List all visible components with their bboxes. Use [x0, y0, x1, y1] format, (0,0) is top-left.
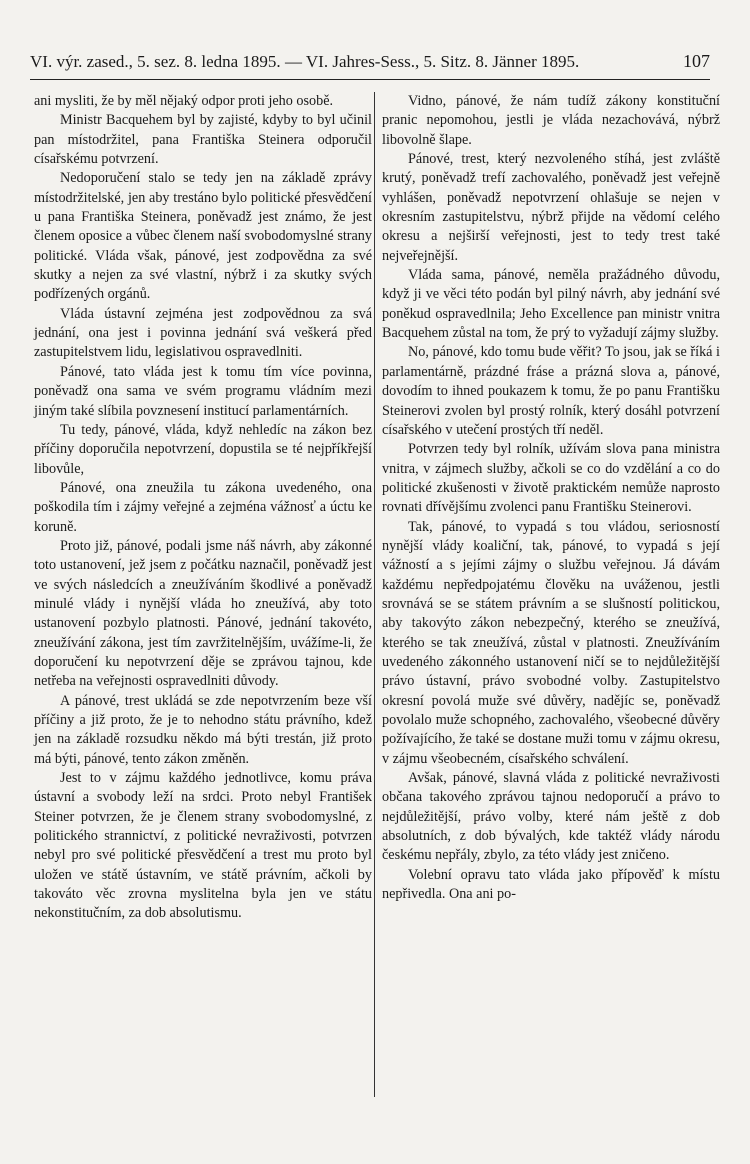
paragraph: Volební opravu tato vláda jako přípověď k místu nepřivedla. Ona ani po- — [382, 866, 720, 903]
header-rule — [30, 79, 710, 80]
paragraph: Potvrzen tedy byl rolník, užívám slova pana ministra vnitra, v zájmech služby, ačkoli se co do vzdělání a co do politické zkušenosti v životě praktickém nemůže naprosto rovnati dřívějšímu zvolenci panu Františku Steinerovi. — [382, 441, 720, 516]
paragraph: No, pánové, kdo tomu bude věřit? To jsou, jak se říká i parlamentárně, prázdné fráse a prázná slova a, pánové, dovodím to ihned poukazem k tomu, že po panu Františku Steinerovi zvolen byl prostý rolník, který dosáhl potvrzení císařského v utečení prostých tří neděl. — [382, 344, 720, 438]
paragraph: Pánové, tato vláda jest k tomu tím více povinna, poněvadž ona sama ve svém programu vládním mezi jiným také slíbila povznesení institucí parlamentárních. — [34, 363, 372, 419]
header-czech-text: VI. výr. zased., 5. sez. 8. ledna 1895. — [30, 52, 281, 71]
paragraph: Jest to v zájmu každého jednotlivce, komu práva ústavní a svobody leží na srdci. Proto nebyl František Steiner potvrzen, že je členem strany svobodomyslné, z politického strannictví, z politické nevraživosti, potvrzen nebyl pro své politické přesvědčení a trest mu proto byl uložen ve státě ústavním, ve státě právním, ačkoli by takováto věc zrovna myslitelna byla jen ve státu nekonstitučním, za dob absolutismu. — [34, 770, 372, 922]
paragraph: Pánové, trest, který nezvoleného stíhá, jest zvláště krutý, poněvadž trefí zachovalého, poněvadž jest veřejně vyhlášen, poněvadž nepotvrzení ohlašuje se nejen v okresním zastupitelstvu, nýbrž přijde na vědomí celého okresu a nejširší veřejnosti, jest to tedy trest také nejveřejnější. — [382, 151, 720, 264]
page-number: 107 — [683, 51, 710, 71]
paragraph: Tu tedy, pánové, vláda, když nehledíc na zákon bez příčiny doporučila nepotvrzení, dopustila se té nejpříkřejší libovůle, — [34, 421, 372, 477]
paragraph: ani mysliti, že by měl nějaký odpor proti jeho osobě. — [34, 93, 334, 109]
paragraph: Avšak, pánové, slavná vláda z politické nevraživosti občana takového zprávou tajnou nedoporučí a právo to nejdůležitější, právo volby, které nám ještě z dob absolutních, z dob bývalých, kde taktéž vlády národu českému nepřály, zbylo, za této vlády jest zničeno. — [382, 770, 720, 864]
paragraph: Ministr Bacquehem byl by zajisté, kdyby to byl učinil pan místodržitel, pana Františka Steinera odporučil císařskému potvrzení. — [34, 112, 372, 168]
left-column — [34, 92, 372, 924]
header-separator: — — [284, 52, 302, 71]
header-german-text: VI. Jahres-Sess., 5. Sitz. 8. Jänner 1895. — [305, 52, 580, 71]
running-header — [30, 40, 710, 72]
paragraph: Proto již, pánové, podali jsme náš návrh, aby zákonné toto ustanovení, jež jsem z počátku naznačil, poněvadž jest ve svých následcích a zneužíváním škodlivé a poněvadž minulé vlády i nynější vláda ho zneužívá, aby toto ustanovení pozbylo platnosti. Pánové, jednání takovéto, zneužívání zákona, jest tím zavržitelnějším, uvážíme-li, že doporučení ku nepotvrzení děje se zprávou tajnou, kde netřeba na veřejnosti ospravedlniti důvody. — [34, 537, 372, 690]
paragraph: Vláda sama, pánové, neměla pražádného důvodu, když ji ve věci této podán byl pilný návrh, aby jednání své poněkud ospravedlnila; Jeho Excellence pan ministr vnitra Bacquehem zůstal na tom, že prý to vyžadují zájmy služby. — [382, 267, 720, 342]
right-column — [382, 92, 720, 904]
paragraph: Nedoporučení stalo se tedy jen na základě zprávy místodržitelské, jen aby trestáno bylo politické přesvědčení u pana Františka Steinera, poněvadž jest známo, že jest členem oposice a vůbec členem naší svobodomyslné strany politické. Vláda však, pánové, jest zodpovědna za své skutky a nejen za své vlastní, nýbrž i za skutky svých podřízených orgánů. — [34, 170, 372, 303]
paragraph: A pánové, trest ukládá se zde nepotvrzením beze vší příčiny a již proto, že je to nehodno státu právního, kdež jen na základě rozsudku někdo má býti trestán, již proto má býti, pánové, tento zákon změněn. — [34, 692, 372, 767]
paragraph: Vidno, pánové, že nám tudíž zákony konstituční pranic nepomohou, jestli je vláda nezachovává, nýbrž libovolně šlape. — [382, 93, 720, 148]
paragraph: Pánové, ona zneužila tu zákona uvedeného, ona poškodila tím i zájmy veřejné a zejména vážnosť a úctu ke koruně. — [34, 479, 372, 535]
paragraph: Vláda ústavní zejména jest zodpovědnou za svá jednání, ona jest i povinna jednání svá veškerá před zastupitelstvem lidu, legislativou ospravedlniti. — [34, 305, 372, 361]
column-divider — [374, 92, 375, 1097]
header-czech — [30, 52, 579, 72]
paragraph: Tak, pánové, to vypadá s tou vládou, seriosností nynější vlády koaliční, tak, pánové, to vypadá s její vážností a s jejími zájmy o službu veřejnou. Já dávám každému nepředpojatému člověku na uváženou, jestli srovnává se se státem právním a se slušností politickou, aby takovýto zákon nebezpečný, kterého se zneužívá, kterého se tak zneužívá, zůstal v platnosti. Zneužíváním uvedeného zákonného ustanovení ničí se to nejdůležitější právo ústavní, právo svobodné volby. Zastupitelstvo okresní povolá muže své důvěry, nadějíc se, poněvadž povolalo muže schopného, zachovalého, všeobecné důvěry požívajícího, že také se dostane muži tomu v zájmu okresu, v zájmu všeobecném, císařského schválení. — [382, 518, 720, 767]
